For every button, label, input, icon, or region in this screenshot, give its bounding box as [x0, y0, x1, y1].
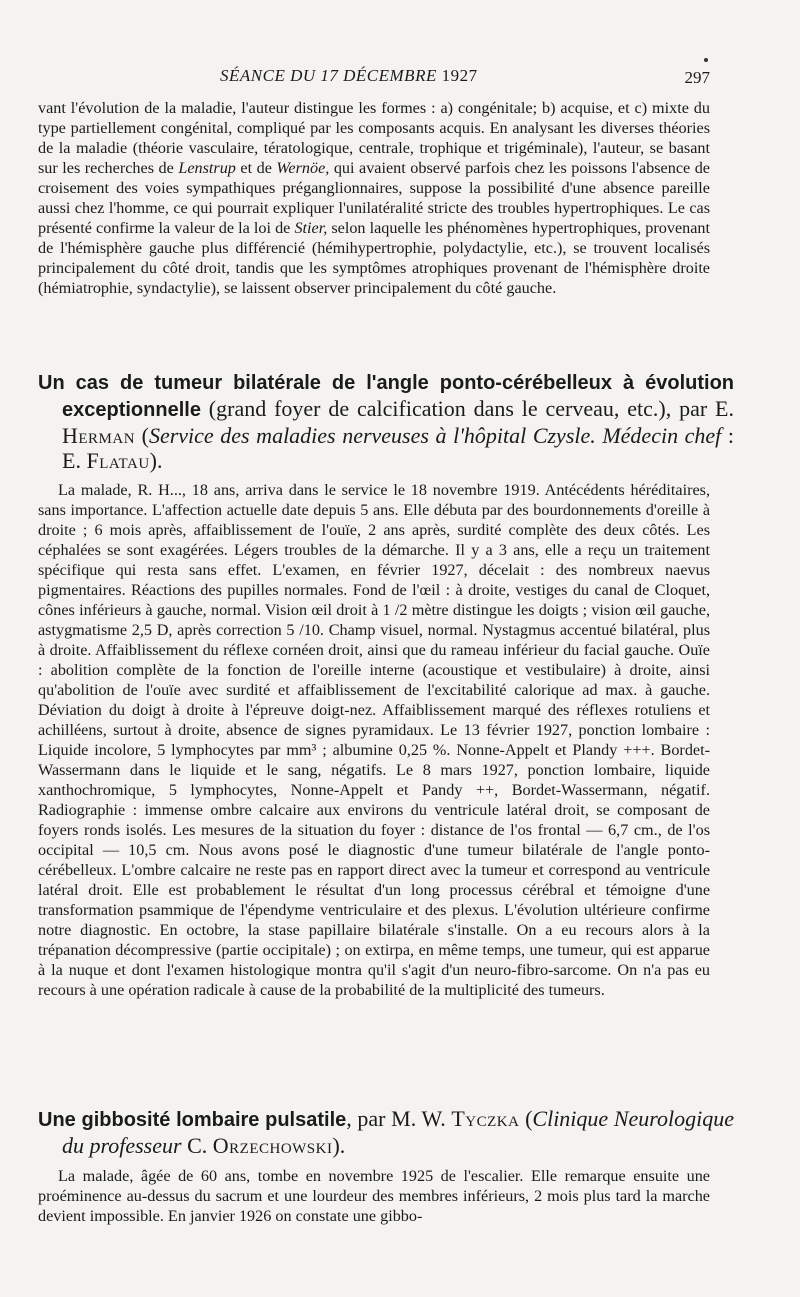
page-header: [40, 62, 710, 90]
article-title-bold: Un cas de tumeur bilatérale de l'angle ponto-cérébelleux à évolution exceptionnelle: [38, 372, 734, 421]
case-report-paragraph: La malade, âgée de 60 ans, tombe en novembre 1925 de l'escalier. Elle remarque ensuite une proéminence au-dessus du sacrum et une lourdeur des membres inférieurs, 2 mois plus tard la marche devient impossible. En janvier 1926 on constate une gibbo-: [38, 1167, 710, 1225]
article-author: Tyczka: [451, 1106, 520, 1131]
article-affiliation: Clinique Neurologique du professeur: [62, 1106, 734, 1158]
author-name: Lenstrup: [178, 159, 236, 177]
case-report-paragraph: La malade, R. H..., 18 ans, arriva dans le service le 18 novembre 1919. Antécédents héréditaires, sans importance. L'affection actuelle date depuis 5 ans. Elle débuta par des bourdonnements d'oreille à droite ; 6 mois après, affaiblissement de l'ouïe, 2 ans après, surdité complète des deux côtés. Les céphalées se sont exagérées. Légers troubles de la démarche. Il y a 3 ans, elle a reçu un traitement spécifique qui resta sans effet. L'examen, en février 1927, décelait : des nombreux naevus pigmentaires. Réactions des pupilles normales. Fond de l'œil : à droite, vestiges du canal de Cloquet, cônes inférieurs à gauche, normal. Vision œil droit à 1 /2 mètre distingue les doigts ; vision œil gauche, astygmatisme 2,5 D, après correction 5 /10. Champ visuel, normal. Nystagmus accentué bilatéral, plus à droite. Affaiblissement du réflexe cornéen droit, ainsi que du rameau inférieur du facial gauche. Ouïe : abolition complète de la fonction de l'oreille interne (acoustique et vestibulaire) à droite, ainsi qu'abolition de l'ouïe avec surdité et affaiblissement de l'excitabilité calorique ad max. à gauche. Déviation du doigt à droite à l'épreuve doigt-nez. Affaiblissement marqué des réflexes rotuliens et achilléens, surtout à droite, absence de signes pyramidaux. Le 13 février 1927, ponction lombaire : Liquide incolore, 5 lymphocytes par mm³ ; albumine 0,25 %. Nonne-Appelt et Plandy +++. Bordet-Wassermann dans le liquide et le sang, négatifs. Le 8 mars 1927, ponction lombaire, liquide xanthochromique, 5 lymphocytes, Nonne-Appelt et Pandy ++, Bordet-Wassermann, négatif. Radiographie : immense ombre calcaire aux environs du ventricule latéral droit, se composant de foyers ronds isolés. Les mesures de la situation du foyer : distance de l'os frontal — 6,7 cm., de l'os occipital — 10,5 cm. Nous avons posé le diagnostic d'une tumeur bilatérale de l'angle ponto-cérébelleux. L'ombre calcaire ne reste pas en rapport direct avec la tumeur et correspond au ventricule latéral droit. Elle est probablement le résultat d'un long processus cérébral et témoigne d'une transformation psammique de l'épendyme ventriculaire et des plexus. L'évolution ultérieure confirme notre diagnostic. En octobre, la stase papillaire bilatérale s'installe. On a eu recours alors à la trépanation décompressive (partie occipitale) ; on extirpa, en même temps, une tumeur, qui est apparue à la nuque et dont l'examen histologique montra qu'il s'agit d'un neuro-fibro-sarcome. On n'a pas eu recours à une opération radicale à cause de la probabilité de la multiplicité des tumeurs.: [38, 481, 710, 999]
author-name: Stier,: [294, 219, 328, 237]
ink-dot: [704, 58, 708, 62]
header-year: 1927: [441, 66, 478, 85]
running-title: SÉANCE DU 17 DÉCEMBRE 1927: [220, 66, 478, 85]
paragraph-continued: vant l'évolution de la maladie, l'auteur distingue les formes : a) congénitale; b) acquise, et c) mixte du type partiellement congénital, compliqué par les composants acquis. En analysant les diverses théories de la maladie (théorie vasculaire, tératologique, centrale, trophique et trigéminale), l'auteur, se basant sur les recherches de Lenstrup et de Wernöe, qui avaient observé parfois chez les poissons l'absence de croisement des voies sympathiques préganglionnaires, suppose la possibilité d'une absence pareille aussi chez l'homme, ce qui pourrait expliquer l'unilatéralité stricte des troubles hypertrophiques. Le cas présenté confirme la valeur de la loi de Stier, selon laquelle les phénomènes hypertrophiques, provenant de l'hémisphère gauche plus différencié (hémihypertrophie, polydactylie, etc.), se trouvent localisés principalement du côté droit, tandis que les symptômes atrophiques provenant de l'hémisphère droite (hémiatrophie, syndactylie), se laissent observer principalement du côté gauche.: [38, 99, 710, 297]
article-author: Herman: [62, 423, 136, 448]
article-title-tumeur: Un cas de tumeur bilatérale de l'angle ponto-cérébelleux à évolution exceptionnelle (grand foyer de calcification dans le cerveau, etc.), par E. Herman (Service des maladies nerveuses à l'hôpital Czysle. Médecin chef : E. Flatau).: [38, 372, 734, 473]
article-title-gibbosite: Une gibbosité lombaire pulsatile, par M. W. Tyczka (Clinique Neurologique du professeur C. Orzechowski).: [38, 1106, 734, 1158]
article-professor: Orzechowski: [212, 1133, 333, 1158]
article-title-bold: Une gibbosité lombaire pulsatile: [38, 1109, 347, 1131]
article-chief: Flatau: [86, 448, 150, 473]
author-name: Wernöe,: [276, 159, 330, 177]
page-number: 297: [684, 68, 710, 87]
article-affiliation: Service des maladies nerveuses à l'hôpital Czysle. Médecin chef: [148, 423, 722, 448]
